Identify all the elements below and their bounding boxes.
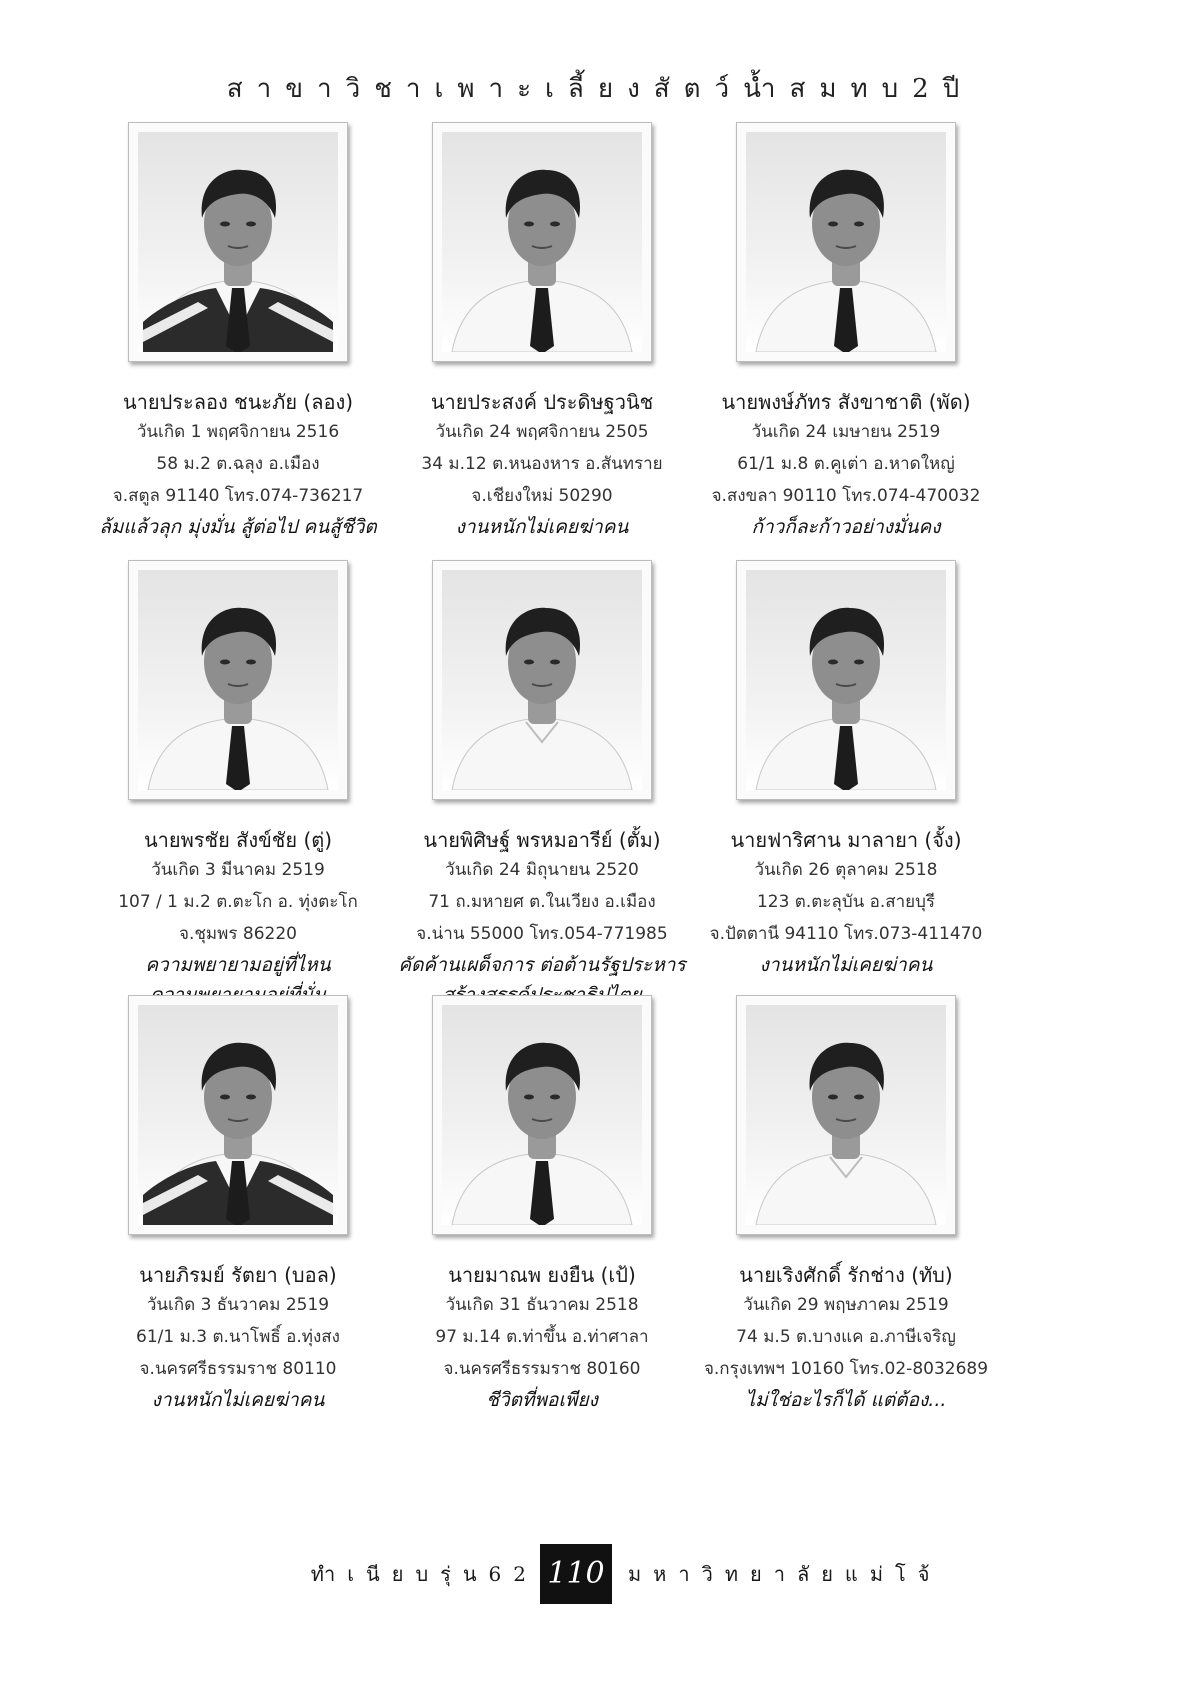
portrait-silhouette: [746, 132, 946, 352]
graduate-address-line1: 97 ม.14 ต.ท่าขึ้น อ.ท่าศาลา: [435, 1327, 649, 1347]
portrait-silhouette: [138, 570, 338, 790]
graduate-motto-line1: ล้มแล้วลุก มุ่งมั่น สู้ต่อไป คนสู้ชีวิต: [99, 516, 377, 538]
eye-right: [246, 222, 256, 227]
graduate-name: นายพงษ์ภัทร สังขาชาติ (พัด): [721, 390, 971, 414]
graduate-name: นายภิรมย์ รัตยา (บอล): [139, 1263, 337, 1287]
portrait-silhouette: [138, 1005, 338, 1225]
graduate-photo: [128, 560, 348, 800]
graduate-card: [656, 560, 1036, 980]
graduate-motto-line1: คัดค้านเผด็จการ ต่อต้านรัฐประหาร: [398, 954, 686, 976]
graduate-address-line1: 107 / 1 ม.2 ต.ตะโก อ. ทุ่งตะโก: [118, 892, 358, 912]
graduate-name: นายมาณพ ยงยืน (เป้): [448, 1263, 636, 1287]
graduate-motto-line1: ก้าวก็ละก้าวอย่างมั่นคง: [751, 516, 941, 538]
footer-university-label: มหาวิทยาลัยแม่โจ้: [628, 1562, 942, 1586]
graduate-name: นายฟาริศาน มาลายา (จั้ง): [730, 828, 962, 852]
eye-left: [220, 222, 230, 227]
graduate-motto-line1: ชีวิตที่พอเพียง: [486, 1389, 598, 1411]
graduate-name: นายประสงค์ ประดิษฐวนิช: [430, 390, 654, 414]
eye-left: [524, 660, 534, 665]
graduate-address-line1: 74 ม.5 ต.บางแค อ.ภาษีเจริญ: [736, 1327, 956, 1347]
graduate-photo: [736, 122, 956, 362]
graduate-address-line1: 34 ม.12 ต.หนองหาร อ.สันทราย: [421, 454, 663, 474]
graduate-photo: [432, 995, 652, 1235]
eye-left: [828, 1095, 838, 1100]
graduate-address-line2: จ.ชุมพร 86220: [179, 924, 297, 944]
graduate-address-line2: จ.กรุงเทพฯ 10160 โทร.02-8032689: [703, 1359, 989, 1379]
page-title: สาขาวิชาเพาะเลี้ยงสัตว์น้ำสมทบ2ปี: [226, 74, 974, 104]
shirt-shape: [756, 1153, 936, 1225]
eye-left: [220, 1095, 230, 1100]
graduate-name: นายเริงศักดิ์ รักช่าง (ทับ): [739, 1263, 953, 1287]
graduate-address-line1: 71 ถ.มหายศ ต.ในเวียง อ.เมือง: [428, 892, 656, 912]
graduate-motto-line1: ไม่ใช่อะไรก็ได้ แต่ต้อง...: [745, 1389, 947, 1411]
eye-right: [550, 660, 560, 665]
eye-left: [828, 660, 838, 665]
graduate-address-line1: 123 ต.ตะลุบัน อ.สายบุรี: [756, 892, 936, 912]
graduate-birthdate: วันเกิด 31 ธันวาคม 2518: [445, 1295, 639, 1315]
graduate-name: นายประลอง ชนะภัย (ลอง): [122, 390, 354, 414]
eye-right: [854, 1095, 864, 1100]
graduate-birthdate: วันเกิด 24 พฤศจิกายน 2505: [435, 422, 649, 442]
eye-right: [854, 222, 864, 227]
graduate-motto-line1: งานหนักไม่เคยฆ่าคน: [455, 516, 629, 538]
graduate-address-line2: จ.นครศรีธรรมราช 80160: [443, 1359, 641, 1379]
graduate-name: นายพรชัย สังข์ชัย (ตู่): [143, 828, 333, 852]
graduate-birthdate: วันเกิด 3 ธันวาคม 2519: [146, 1295, 330, 1315]
graduate-photo: [432, 122, 652, 362]
graduate-card: [656, 995, 1036, 1415]
graduate-birthdate: วันเกิด 24 เมษายน 2519: [751, 422, 941, 442]
portrait-silhouette: [746, 1005, 946, 1225]
graduate-motto-line1: ความพยายามอยู่ที่ไหน: [145, 954, 331, 976]
graduate-birthdate: วันเกิด 24 มิถุนายน 2520: [445, 860, 639, 880]
graduate-birthdate: วันเกิด 3 มีนาคม 2519: [151, 860, 325, 880]
portrait-silhouette: [442, 570, 642, 790]
eye-right: [246, 660, 256, 665]
footer-yearbook-label: ทำเนียบรุ่น62: [310, 1562, 538, 1586]
portrait-silhouette: [442, 132, 642, 352]
graduate-address-line1: 58 ม.2 ต.ฉลุง อ.เมือง: [156, 454, 320, 474]
graduate-address-line2: จ.ปัตตานี 94110 โทร.073-411470: [709, 924, 983, 944]
eye-right: [550, 222, 560, 227]
graduate-address-line2: จ.นครศรีธรรมราช 80110: [139, 1359, 337, 1379]
portrait-silhouette: [138, 132, 338, 352]
graduate-name: นายพิศิษฐ์ พรหมอารีย์ (ตั้ม): [423, 828, 661, 852]
graduate-motto-line1: งานหนักไม่เคยฆ่าคน: [151, 1389, 325, 1411]
graduate-birthdate: วันเกิด 29 พฤษภาคม 2519: [743, 1295, 949, 1315]
graduate-motto-line1: งานหนักไม่เคยฆ่าคน: [759, 954, 933, 976]
graduate-photo: [736, 560, 956, 800]
shirt-shape: [452, 718, 632, 790]
graduate-address-line2: จ.สตูล 91140 โทร.074-736217: [112, 486, 364, 506]
graduate-photo: [736, 995, 956, 1235]
portrait-silhouette: [746, 570, 946, 790]
eye-right: [246, 1095, 256, 1100]
graduate-photo: [128, 122, 348, 362]
graduate-address-line1: 61/1 ม.8 ต.คูเต่า อ.หาดใหญ่: [737, 454, 955, 474]
graduate-photo: [432, 560, 652, 800]
graduate-address-line2: จ.สงขลา 90110 โทร.074-470032: [711, 486, 981, 506]
eye-left: [828, 222, 838, 227]
eye-left: [220, 660, 230, 665]
eye-right: [550, 1095, 560, 1100]
portrait-silhouette: [442, 1005, 642, 1225]
eye-left: [524, 222, 534, 227]
graduate-birthdate: วันเกิด 1 พฤศจิกายน 2516: [136, 422, 340, 442]
graduate-birthdate: วันเกิด 26 ตุลาคม 2518: [754, 860, 938, 880]
graduate-card: [656, 122, 1036, 542]
graduate-photo: [128, 995, 348, 1235]
page-number: 110: [540, 1544, 612, 1604]
page-footer: [0, 1544, 1200, 1604]
graduate-address-line2: จ.น่าน 55000 โทร.054-771985: [416, 924, 668, 944]
graduate-address-line2: จ.เชียงใหม่ 50290: [471, 486, 613, 506]
eye-left: [524, 1095, 534, 1100]
eye-right: [854, 660, 864, 665]
graduate-address-line1: 61/1 ม.3 ต.นาโพธิ์ อ.ทุ่งสง: [136, 1327, 340, 1347]
